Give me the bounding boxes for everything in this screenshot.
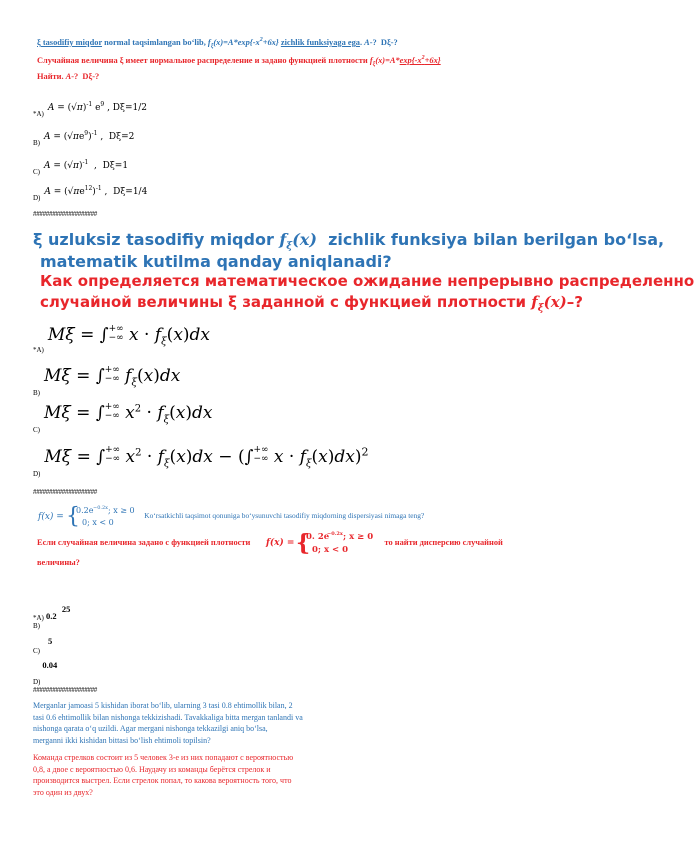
svg-text:; x ≥ 0: ; x ≥ 0	[108, 506, 135, 515]
q3-option-d: $_{D)}$ 0.04	[33, 660, 58, 686]
svg-text:f(x) =: f(x) =	[38, 512, 64, 522]
q2-ru-line1: Как определяется математическое ожидание непрерывно распределенно	[40, 272, 694, 290]
q2-uz-line1: ξ uzluksiz tasodifiy miqdor $f_\xi(x)$ zichlik funksiya bilan berilgan bo‘lsa,	[33, 230, 665, 253]
q2-option-a: $_{*A)}$ Mξ = ∫ +∞ −∞ $x \cdot f_\xi(x)dx$	[33, 323, 211, 354]
q2-option-d-formula: Mξ = ∫ +∞ −∞ $x^2 \cdot f_\xi(x)dx$ − (∫ +∞ −∞ $x \cdot f_\xi(x)dx)^2$	[44, 445, 369, 470]
q1-option-c: $_{C)}$ $A = (√\pi)^{-1}$ , Dξ=1	[33, 159, 129, 176]
q3-option-c: $_{C)}$ 5	[33, 636, 53, 655]
svg-text:; x ≥ 0: ; x ≥ 0	[343, 532, 374, 542]
q1-option-a-formula: $A = (√\pi)^{-1}$ $e^9$ , Dξ=1/2	[47, 101, 147, 113]
q2-option-c-formula: Mξ = ∫ +∞ −∞ $x^2 \cdot f_\xi(x)dx$	[44, 401, 213, 426]
q3-piecewise-formula-ru	[266, 530, 376, 556]
q1-option-a: $_{*A)}$ $A = (√\pi)^{-1}$ $e^9$ , Dξ=1/2	[33, 101, 147, 118]
q3-piecewise-formula	[38, 504, 138, 528]
q3-uz-text: Ko‘rsatkichli taqsimot qonuniga bo‘ysunuvchi tasodifiy miqdorning dispersiyasi nimaga teng?	[144, 511, 425, 521]
svg-text:0; x < 0: 0; x < 0	[312, 545, 349, 555]
separator: ####################	[33, 210, 98, 218]
svg-text:−0.2x: −0.2x	[327, 531, 344, 537]
q2-option-a-formula: Mξ = ∫ +∞ −∞ $x \cdot f_\xi(x)dx$	[47, 323, 211, 348]
svg-text:0. 2e: 0. 2e	[306, 532, 330, 542]
q1-ru-line1: Случайная величина ξ имеет нормальное распределение и задано функцией плотности $f_\xi(x)=A*\exp\{-x^2+6x\}$	[37, 55, 441, 68]
q1-ru-line2: Найти. A-? Dξ-?	[37, 72, 100, 81]
q2-uz-line2: matematik kutilma qanday aniqlanadi?	[40, 252, 392, 271]
q4-ru-paragraph	[33, 752, 353, 798]
q3-formula-uz	[38, 504, 424, 528]
svg-text:{: {	[66, 504, 80, 529]
q3-option-d-value: 0.04	[42, 660, 58, 670]
q2-ru-line2: случайной величины ξ заданной с функцией плотности $f_\xi(x)-$?	[40, 293, 583, 314]
svg-text:f(x) =: f(x) =	[266, 538, 295, 548]
q4-ru-line: 0,8, а двое с вероятностью 0,6. Наудачу из команды берётся стрелок и	[33, 764, 271, 774]
q2-option-b-formula: Mξ = ∫ +∞ −∞ $f_\xi(x)dx$	[44, 364, 181, 389]
separator: ####################	[33, 488, 98, 496]
q1-option-b-formula: $A = (√\pi e^9)^{-1}$ , Dξ=2	[44, 130, 135, 142]
q2-option-c: $_{C)}$ Mξ = ∫ +∞ −∞ $x^2 \cdot f_\xi(x)dx$	[33, 401, 213, 434]
q3-option-c-value: 5	[48, 636, 53, 646]
q4-ru-line: Команда стрелков состоит из 5 человек 3-е из них попадают с вероятностью	[33, 753, 294, 762]
q4-uz-paragraph	[33, 700, 353, 746]
q4-ru-line: это один из двух?	[33, 787, 93, 797]
q4-ru-line: производится выстрел. Если стрелок попал, то какова вероятность того, что	[33, 776, 292, 786]
q3-option-b-value: 0.2	[46, 611, 57, 621]
svg-text:{: {	[296, 530, 311, 556]
q3-ru-line1: Если случайная величина задано с функцией плотности f(x) = { 0. 2e −0.2x ; x ≥ 0 0; x < 0 то найти дисперсию случайной	[37, 530, 503, 556]
q3-option-b: $_{B)}$ 0.2	[33, 611, 57, 630]
q1-option-c-formula: $A = (√\pi)^{-1}$ , Dξ=1	[44, 159, 129, 171]
q3-option-a-value: 25	[61, 604, 71, 614]
q4-uz-line: Merganlar jamoasi 5 kishidan iborat bo‘lib, ularning 3 tasi 0.8 ehtimollik bilan, 2	[33, 701, 293, 710]
q2-option-b: $_{B)}$ Mξ = ∫ +∞ −∞ $f_\xi(x)dx$	[33, 364, 181, 397]
q1-option-b: $_{B)}$ $A = (√\pi e^9)^{-1}$ , Dξ=2	[33, 130, 135, 147]
svg-text:0; x < 0: 0; x < 0	[82, 518, 114, 527]
svg-text:−0.2x: −0.2x	[93, 505, 108, 511]
q4-uz-line: tasi 0.6 ehtimollik bilan nishonga tekkizishadi. Tavakkaliga bitta mergan tanlandi va	[33, 712, 303, 722]
q1-option-d: $_{D)}$ $A = (√\pi e^{12})^{-1}$ , Dξ=1/4	[33, 185, 148, 202]
q4-uz-line: merganni ikki kishidan bittasi bo‘lish ehtimoli topilsin?	[33, 735, 211, 745]
q3-ru-line2: величины?	[37, 558, 80, 567]
q4-uz-line: nishonga qarata o‘q uzildi. Agar mergani nishonga tekkazilgi aniq bo‘lsa,	[33, 724, 268, 734]
q2-option-d: $_{D)}$ Mξ = ∫ +∞ −∞ $x^2 \cdot f_\xi(x)dx$ − (∫ +∞ −∞ $x \cdot f_\xi(x)dx)^2$	[33, 445, 369, 478]
svg-text:0.2e: 0.2e	[76, 506, 94, 515]
q1-uz-text: ξ tasodifiy miqdor normal taqsimlangan bo‘lib, $f_\xi(x)=A*\exp\{-x^2+6x\}$ zichlik funksiyaga ega. A-? Dξ-?	[37, 37, 398, 50]
q1-option-d-formula: $A = (√\pi e^{12})^{-1}$ , Dξ=1/4	[44, 185, 148, 197]
separator: ####################	[33, 686, 98, 694]
q3-option-a: $_{*A)}$ 25	[33, 604, 71, 622]
